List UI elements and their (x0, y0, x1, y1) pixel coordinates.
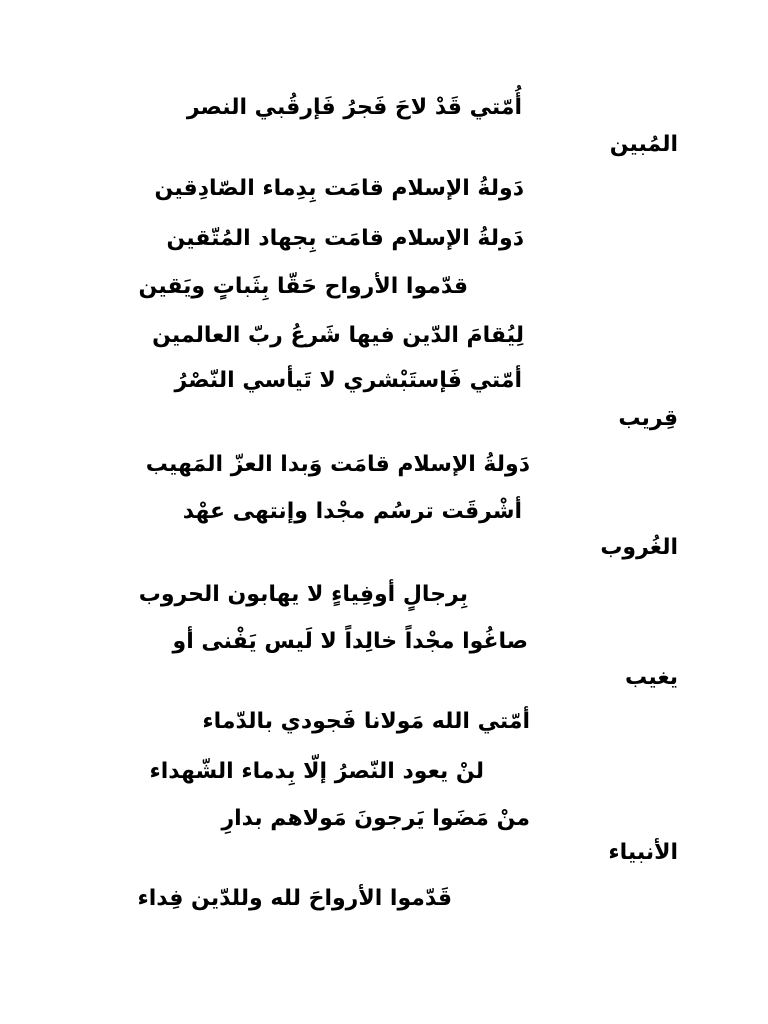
poem-line: قدّموا الأرواح حَقّا بِثَباتٍ ويَقين (138, 274, 468, 299)
poem-line: دَولةُ الإسلام قامَت بِجهاد المُتّقين (166, 226, 524, 251)
poem-line: دَولةُ الإسلام قامَت وَبدا العزّ المَهيب (145, 452, 530, 477)
poem-line: قِريب (618, 406, 678, 431)
poem-line: لنْ يعود النّصرُ إلّا بِدماء الشّهداء (149, 759, 484, 784)
poem-line: أشْرقَت ترسُم مجْدا وإنتهى عهْد (182, 499, 522, 524)
poem-line: الغُروب (600, 535, 678, 560)
poem-line: دَولةُ الإسلام قامَت بِدِماء الصّادِقين (154, 176, 524, 201)
poem-line: صاغُوا مجْداً خالِداً لا لَيس يَفْنى أو (172, 629, 528, 654)
poem-line: لِيُقامَ الدّين فيها شَرعُ ربّ العالمين (152, 323, 524, 348)
poem-line: بِرجالٍ أوفِياءٍ لا يهابون الحروب (138, 582, 468, 607)
poem-line: أمّتي الله مَولانا فَجودي بالدّماء (202, 709, 530, 734)
poem-line: الأنبياء (608, 840, 678, 865)
poem-line: أمّتي فَإستَبْشري لا تَيأسي النّصْرُ (174, 368, 522, 393)
poem-line: المُبين (609, 132, 678, 157)
poem-line: قَدّموا الأرواحَ لله وللدّين فِداء (137, 886, 452, 911)
poem-line: يغيب (625, 665, 678, 690)
poem-line: منْ مَضَوا يَرجونَ مَولاهم بدارِ (221, 806, 530, 831)
poem-line: أُمّتي قَدْ لاحَ فَجرُ فَإرقُبي النصر (186, 95, 522, 120)
